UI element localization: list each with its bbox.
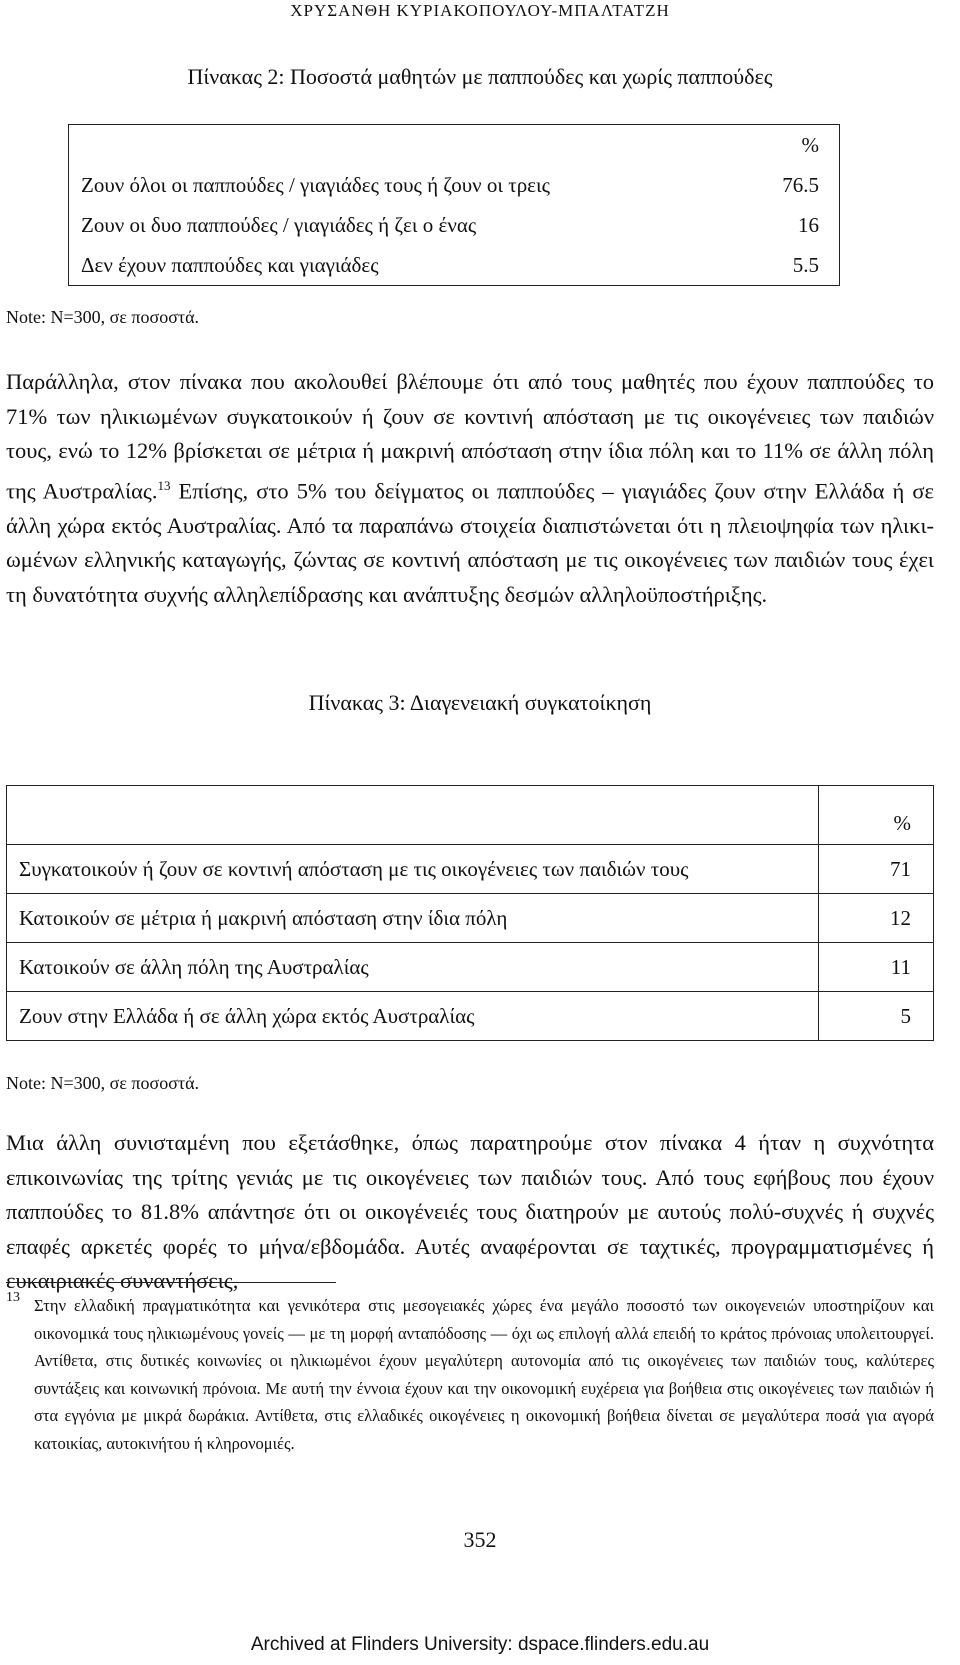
row-value: 16 — [798, 212, 819, 237]
row-label: Συγκατοικούν ή ζουν σε κοντινή απόσταση με τις οικογένειες των παιδιών τους — [7, 845, 819, 894]
table-cell — [69, 125, 728, 166]
page-number: 352 — [463, 1527, 497, 1552]
row-value: 71 — [819, 845, 934, 894]
table-header-row — [69, 125, 840, 166]
table2-caption: Πίνακας 2: Ποσοστά μαθητών με παππούδες και χωρίς παππούδες — [187, 64, 773, 89]
archive-notice: Archived at Flinders University: dspace.flinders.edu.au — [250, 1634, 710, 1655]
row-value: 5.5 — [792, 252, 819, 277]
body-paragraph-2: Μια άλλη συνισταμένη που εξετάσθηκε, όπως παρατηρούμε στον πίνακα 4 ήταν η συχνότητα επικοινωνίας της τρίτης γενιάς με τις οικογένειες των παιδιών τους. Από τους εφήβους που έχουν παππούδες το 81.8% απάντησε ότι οι οικογένειές τους διατηρούν με αυτούς πολύ-συχνές ή συχνές επαφές αρκετές φορές το μήνα/εβδομάδα. Αυτές αναφέρονται σε ταχτικές, προγραμματισμένες ή ευκαιριακές συναντήσεις, — [6, 1130, 934, 1293]
table-header-row — [7, 786, 934, 845]
row-label: Ζουν οι δυο παππούδες / γιαγιάδες ή ζει ο ένας — [81, 212, 477, 237]
table-row — [69, 245, 840, 286]
table-row — [69, 205, 840, 245]
unit-header: % — [819, 786, 934, 845]
footnote-divider — [6, 1282, 336, 1283]
row-label: Κατοικούν σε μέτρια ή μακρινή απόσταση στην ίδια πόλη — [7, 894, 819, 943]
running-header: ΧΡΥΣΑΝΘΗ ΚΥΡΙΑΚΟΠΟΥΛΟΥ-ΜΠΑΛΤΑΤΖΗ — [290, 1, 670, 20]
table-row — [69, 165, 840, 205]
row-label: Ζουν στην Ελλάδα ή σε άλλη χώρα εκτός Αυστραλίας — [7, 992, 819, 1041]
table3 — [6, 785, 934, 1041]
footnote-number: 13 — [6, 1290, 20, 1305]
body-paragraph-1 — [6, 365, 934, 612]
table-row — [7, 845, 934, 894]
table2-note: Note: N=300, σε ποσοστά. — [6, 307, 200, 327]
table3-note: Note: N=300, σε ποσοστά. — [6, 1073, 200, 1093]
footnote-reference: 13 — [157, 477, 171, 493]
row-value: 12 — [819, 894, 934, 943]
table2 — [68, 124, 840, 286]
footnote-text: Στην ελλαδική πραγματικότητα και γενικότερα στις μεσογειακές χώρες ένα μεγάλο ποσοστό των οικογενειών υποστηρίζουν και οικονομικά τους ηλικιωμένους γονείς — με τη μορφή ανταπόδοσης — όχι ως επιλογή αλλά επειδή το κράτος πρόνοιας υπολειτουργεί. Αντίθετα, στις δυτικές κοινωνίες οι ηλικιωμένοι έχουν μεγαλύτερη αυτονομία από τις οικογένειες των παιδιών τους, καλύτερες συντάξεις και κοινωνική πρόνοια. Με αυτή την έννοια έχουν και την οικονομική ευχέρεια για βοήθεια στις οικογένειες των παιδιών ή στα εγγόνια με μικρά δωράκια. Αντίθετα, στις ελλαδικές οικογένειες η οικονομική βοήθεια δίνεται σε μεγαλύτερα ποσά για αγορά κατοικίας, αυτοκινήτου ή κληρονομιές. — [34, 1296, 934, 1453]
unit-header: % — [801, 132, 819, 157]
paragraph-text: Παράλληλα, στον πίνακα που ακολουθεί βλέπουμε ότι από τους μαθητές που έχουν παππούδες το 71% των ηλικιωμένων συγκατοικούν ή ζουν σε κοντινή απόσταση με τις οικογένειες των παιδιών τους, ενώ το 12% βρίσκεται σε μέτρια ή μακρινή απόσταση στην ίδια πόλη και το 11% σε άλλη πόλη της Αυστραλίας. — [6, 369, 934, 503]
row-label: Κατοικούν σε άλλη πόλη της Αυστραλίας — [7, 943, 819, 992]
table-row — [7, 992, 934, 1041]
table3-caption: Πίνακας 3: Διαγενειακή συγκατοίκηση — [308, 690, 652, 715]
row-label: Ζουν όλοι οι παππούδες / γιαγιάδες τους ή ζουν οι τρεις — [81, 172, 550, 197]
table-row — [7, 943, 934, 992]
row-value: 11 — [819, 943, 934, 992]
table-cell — [7, 786, 819, 845]
row-value: 76.5 — [782, 172, 819, 197]
row-value: 5 — [819, 992, 934, 1041]
table-row — [7, 894, 934, 943]
paragraph-text: Επίσης, στο 5% του δείγματος οι παππούδες – γιαγιάδες ζουν στην Ελλάδα ή σε άλλη χώρα εκτός Αυστραλίας. Από τα παραπάνω στοιχεία διαπιστώνεται ότι η πλειοψηφία των ηλικιωμένων ελληνικής καταγωγής, ζώντας σε κοντινή απόσταση με τις οικογένειες των παιδιών τους έχει τη δυνατότητα συχνής αλληλεπίδρασης και ανάπτυξης δεσμών αλληλοϋποστήριξης. — [6, 478, 934, 607]
row-label: Δεν έχουν παππούδες και γιαγιάδες — [81, 252, 379, 277]
